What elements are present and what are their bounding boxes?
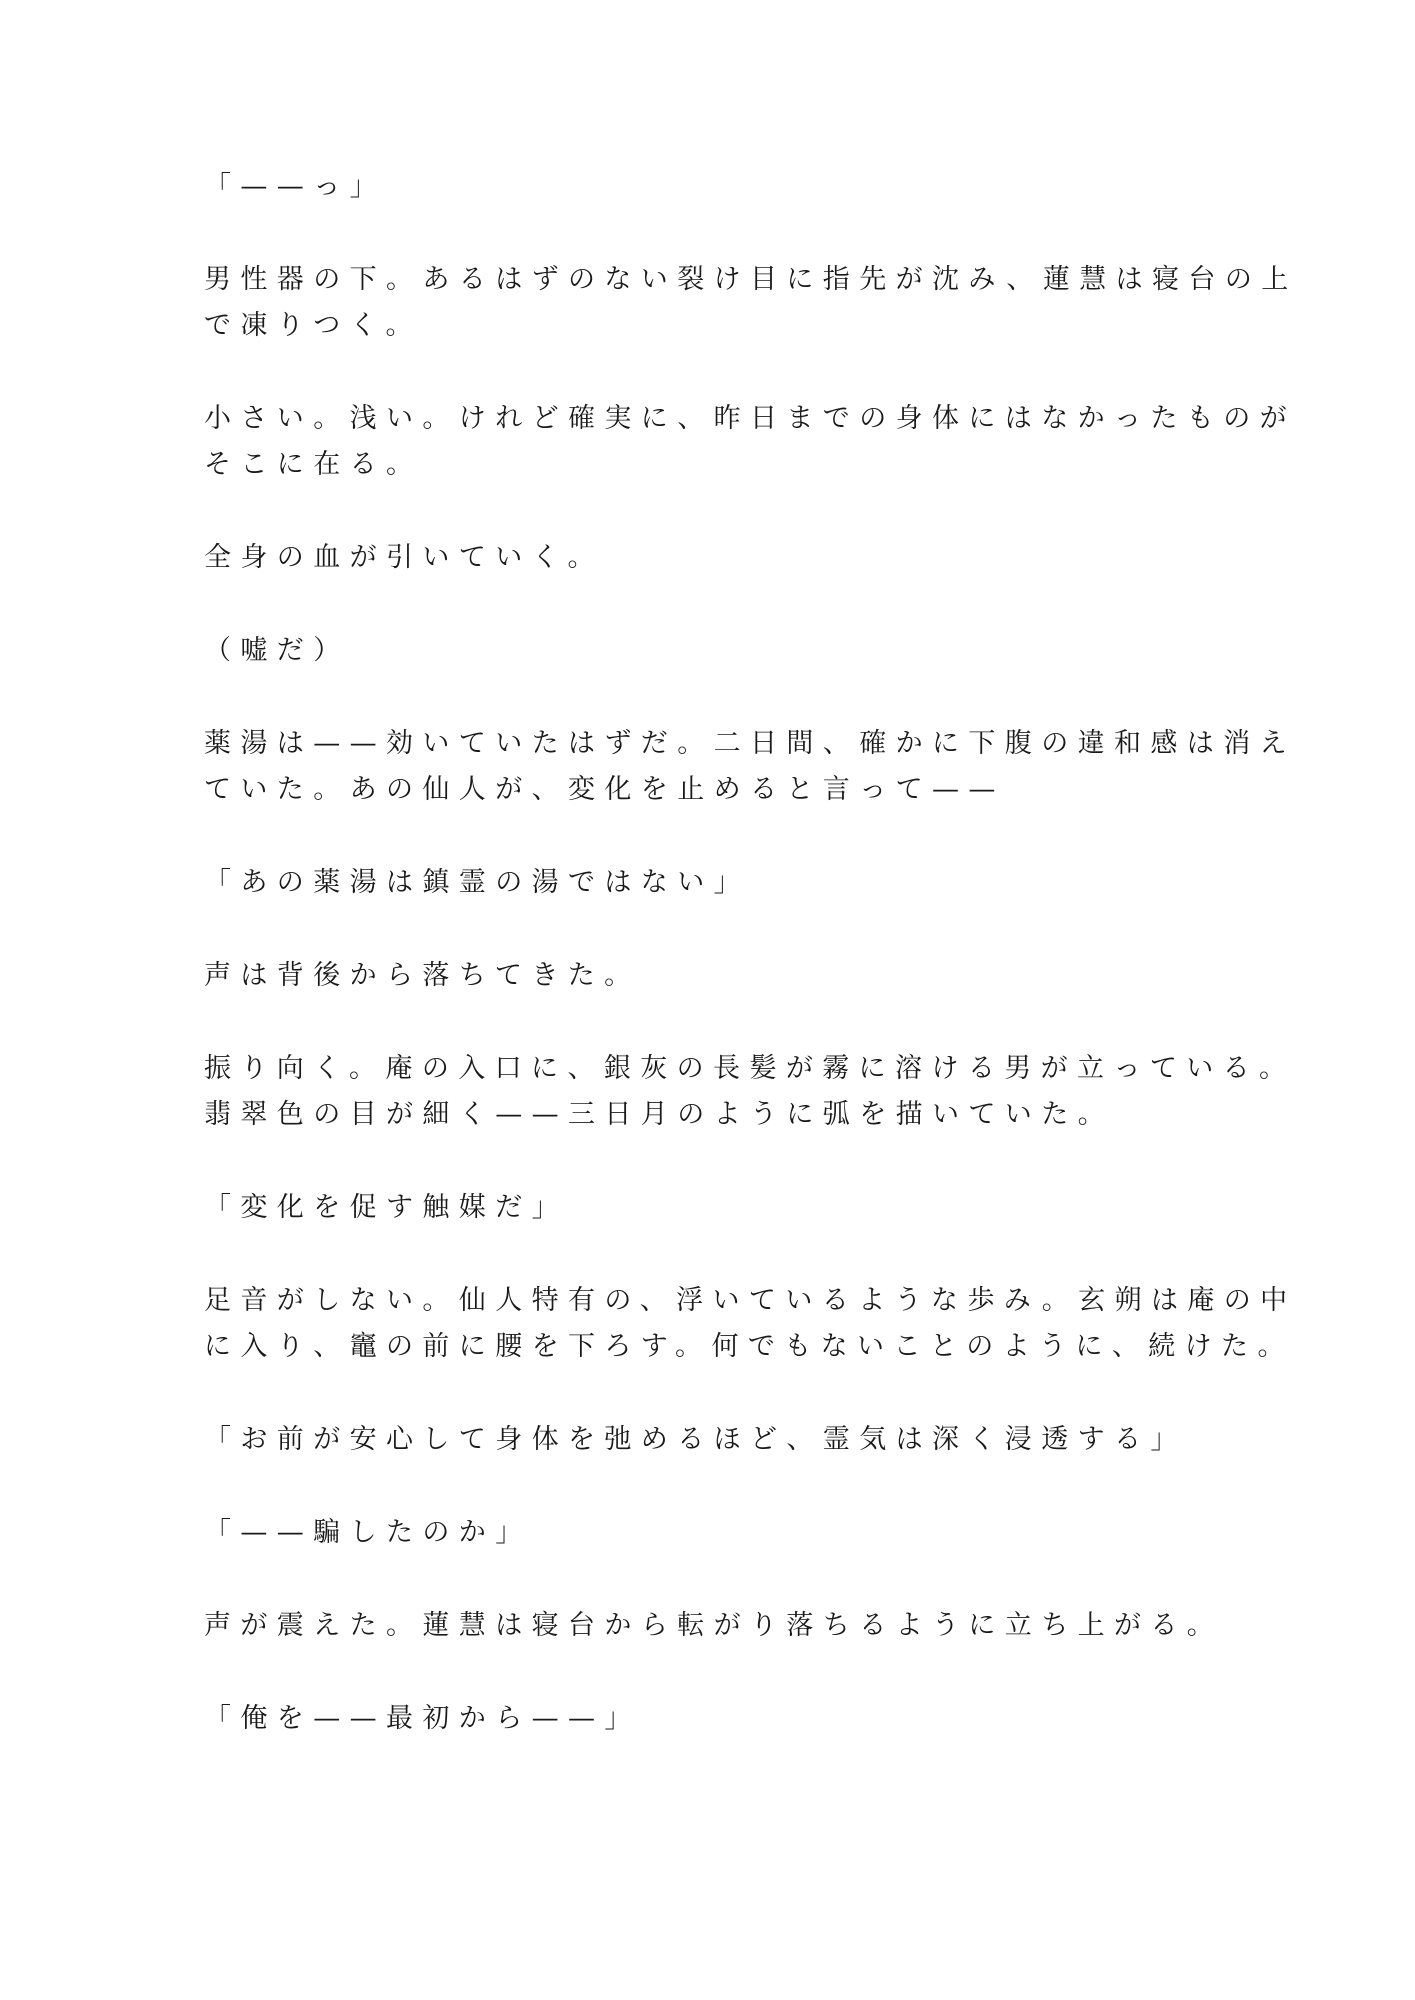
paragraph-15 [204, 1696, 1214, 1742]
text-line: に入り、竈の前に腰を下ろす。何でもないことのように、続けた。 [204, 1331, 1294, 1362]
paragraph-3 [204, 396, 1296, 488]
paragraph-10 [204, 1185, 1214, 1231]
paragraph-11 [204, 1278, 1297, 1370]
text-line: 全身の血が引いていく。 [204, 542, 604, 573]
text-line: 薬湯は——効いていたはずだ。二日間、確かに下腹の違和感は消え [204, 728, 1296, 759]
paragraph-12 [204, 1417, 1214, 1463]
text-line: 男性器の下。あるはずのない裂け目に指先が沈み、蓮慧は寝台の上 [204, 264, 1298, 295]
paragraph-4 [204, 535, 1214, 581]
text-line: ていた。あの仙人が、変化を止めると言って—— [204, 774, 1005, 805]
paragraph-7 [204, 860, 1214, 906]
paragraph-14 [204, 1603, 1224, 1649]
text-line: 足音がしない。仙人特有の、浮いているような歩み。玄朔は庵の中 [204, 1285, 1297, 1316]
paragraph-6 [204, 721, 1296, 813]
text-line: （嘘だ） [204, 635, 350, 666]
text-line: で凍りつく。 [204, 310, 422, 341]
text-line: 「変化を促す触媒だ」 [204, 1192, 568, 1223]
paragraph-9 [204, 1046, 1296, 1138]
paragraph-1 [204, 164, 1214, 210]
text-line: 振り向く。庵の入口に、銀灰の長髪が霧に溶ける男が立っている。 [204, 1053, 1296, 1084]
text-line: 「——騙したのか」 [204, 1517, 532, 1548]
text-line: そこに在る。 [204, 449, 423, 480]
paragraph-5 [204, 628, 1214, 674]
text-line: 「俺を——最初から——」 [204, 1703, 641, 1734]
text-line: 声は背後から落ちてきた。 [204, 960, 641, 991]
text-line: 翡翠色の目が細く——三日月のように弧を描いていた。 [204, 1099, 1114, 1130]
paragraph-2 [204, 257, 1298, 349]
text-line: 小さい。浅い。けれど確実に、昨日までの身体にはなかったものが [204, 403, 1296, 434]
text-line: 「——っ」 [204, 171, 386, 202]
text-line: 「お前が安心して身体を弛めるほど、霊気は深く浸透する」 [204, 1424, 1187, 1455]
text-line: 声が震えた。蓮慧は寝台から転がり落ちるように立ち上がる。 [204, 1610, 1224, 1641]
text-line: 「あの薬湯は鎮霊の湯ではない」 [204, 867, 750, 898]
paragraph-8 [204, 953, 1214, 999]
body-text [204, 164, 1298, 1789]
paragraph-13 [204, 1510, 1214, 1556]
